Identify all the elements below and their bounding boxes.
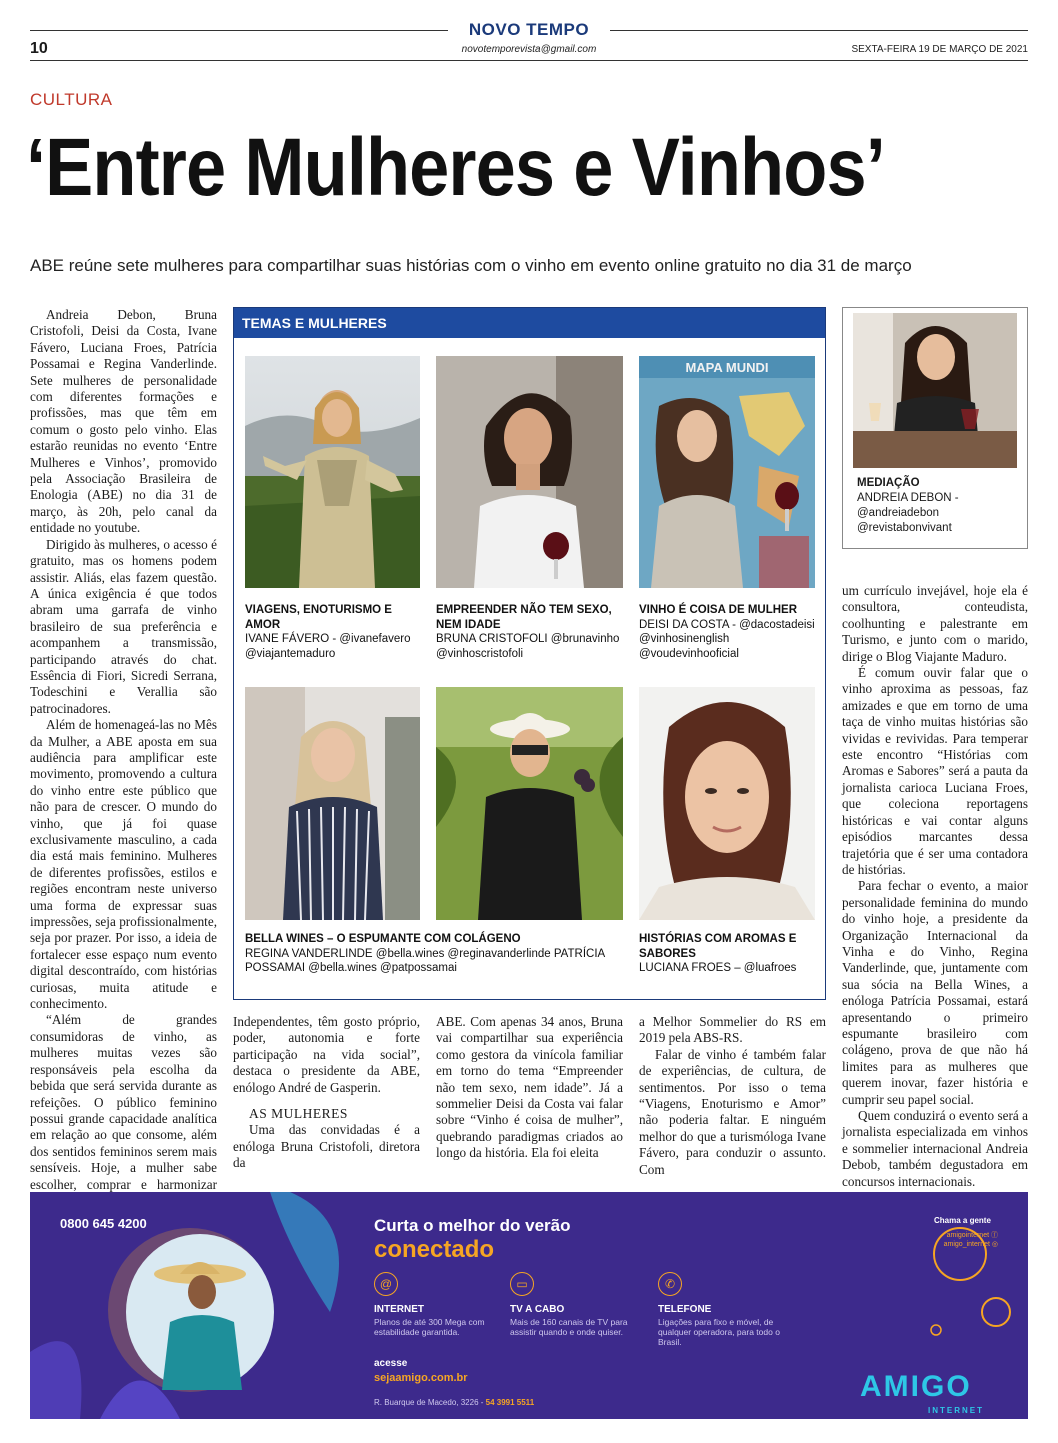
paragraph: um currículo invejável, hoje ela é consultora, conteudista, coolhunting e palestrante em Turismo, e junto com o marido, dirige o Blog Viajante Maduro.: [842, 583, 1028, 664]
map-label: MAPA MUNDI: [685, 360, 769, 375]
tv-icon: ▭: [510, 1272, 534, 1296]
topic-people: REGINA VANDERLINDE @bella.wines @reginavanderlinde PATRÍCIA POSSAMAI @bella.wines @patpossamai: [245, 947, 605, 974]
article-column-1: [30, 307, 217, 1209]
topic-title: HISTÓRIAS COM AROMAS E SABORES: [639, 933, 797, 960]
paragraph: Quem conduzirá o evento será a jornalista especializada em vinhos e sommelier internacional Andreia Debob, também degustadora em concursos internacionais.: [842, 1108, 1028, 1189]
publication-email[interactable]: novotemporevista@gmail.com: [461, 44, 597, 55]
photo-patricia-possamai: [436, 687, 623, 920]
paragraph: Uma das convidadas é a enóloga Bruna Cristofoli, diretora da: [233, 1122, 420, 1171]
paragraph: ABE. Com apenas 34 anos, Bruna vai compartilhar sua experiência como gestora da vinícola familiar em torno do tema “Empreender não tem sexo, nem idade”. Já a sommelier Deisi da Costa vai falar sobre “Vinho é coisa de mulher”, quebrando paradigmas criados ao longo da história. Ela foi eleita: [436, 1014, 623, 1161]
photo-ivane-favero: [245, 356, 420, 588]
topic-people: IVANE FÁVERO - @ivanefavero @viajantemaduro: [245, 633, 411, 660]
article-column-3: [436, 1014, 623, 1162]
topic-caption: [436, 603, 626, 661]
publication-date: SEXTA-FEIRA 19 DE MARÇO DE 2021: [851, 44, 1028, 55]
amigo-logo-sub: INTERNET: [928, 1406, 984, 1415]
ad-access-label: acesse: [374, 1358, 408, 1369]
topic-title: VIAGENS, ENOTURISMO E AMOR: [245, 604, 392, 631]
photo-luciana-froes: [639, 687, 815, 920]
section-label: CULTURA: [30, 90, 113, 109]
topic-caption: [639, 932, 819, 976]
photo-deisi-da-costa: [639, 356, 815, 588]
subsection-heading: AS MULHERES: [249, 1106, 348, 1122]
publication-name: NOVO TEMPO: [468, 20, 590, 39]
phone-icon: ✆: [658, 1272, 682, 1296]
mediation-title: MEDIAÇÃO: [857, 477, 920, 489]
photo-bruna-cristofoli: [436, 356, 623, 588]
ad-tagline: Curta o melhor do verão: [374, 1216, 571, 1235]
topic-title: VINHO É COISA DE MULHER: [639, 604, 798, 616]
paragraph: Dirigido às mulheres, o acesso é gratuito, mas os homens podem assistir. Aliás, elas fazem questão. A única exigência é que todos abram uma garrafa de vinho brasileiro de sua preferência e acompanhem a transmissão, participando através do chat. Essência di Fiori, Sicredi Serrana, Todeschini e Verallia são patrocinadores.: [30, 536, 217, 716]
ad-address: R. Buarque de Macedo, 3226 - 54 3991 5511: [374, 1398, 535, 1407]
paragraph: “Além de grandes consumidoras de vinho, as mulheres muitas vezes são responsáveis pela escolha da bebida que será servida durante as refeições. O público feminino possui grande capacidade analítica em relação ao que consome, além dos sentidos femininos serem mais sensíveis. Hoje, a mulher sabe escolher, comprar e harmonizar: [30, 1012, 217, 1192]
ad-website-link[interactable]: sejaamigo.com.br: [374, 1372, 468, 1384]
topic-title: EMPREENDER NÃO TEM SEXO, NEM IDADE: [436, 604, 612, 631]
paragraph: a Melhor Sommelier do RS em 2019 pela ABS-RS.: [639, 1014, 826, 1046]
photo-andreia-debon: [853, 313, 1017, 468]
article-column-5: [842, 583, 1028, 1190]
headline: ‘Entre Mulheres e Vinhos’: [26, 122, 885, 213]
ad-social-facebook[interactable]: amigointernet ⓕ: [946, 1232, 998, 1239]
topic-people: BRUNA CRISTOFOLI @brunavinho @vinhoscristofoli: [436, 633, 620, 660]
article-column-2: [233, 1014, 420, 1172]
mediation-line: ANDREIA DEBON -: [857, 492, 959, 504]
topic-title: BELLA WINES – O ESPUMANTE COM COLÁGENO: [245, 933, 521, 945]
paragraph: Para fechar o evento, a maior personalidade feminina do mundo do vinho hoje, a presidente da Organização Internacional da Vinha e do Vinho, Regina Vanderlinde, que, juntamente com sua sócia na Bella Wines, a enóloga Patrícia Possamai, estará apresentando o primeiro espumante brasileiro com colágeno, prova de que não há limites para as mulheres que querem inovar, fazer história e cumprir seu papel social.: [842, 878, 1028, 1107]
topics-title: TEMAS E MULHERES: [234, 308, 825, 338]
topic-caption: [639, 603, 819, 661]
ad-chama: Chama a gente: [934, 1216, 991, 1225]
ad-tagline-accent: conectado: [374, 1236, 495, 1263]
paragraph: Além de homenageá-las no Mês da Mulher, a ABE aposta em sua audiência para amplificar este movimento, promovendo a cultura do vinho entre este público que não para de crescer. O mundo do vinho, que já foi quase exclusivamente masculino, a cada dia está mais feminino. Mulheres de diferentes profissões, estilos e regiões encontram neste universo uma forma de expressar suas impressões, seja profissionalmente, seja por prazer. Por isso, a ideia de fortalecer esse espaço num evento digital descontraído, com histórias curiosas, muita atitude e conhecimento.: [30, 717, 217, 1012]
header-rule-bottom: [30, 60, 1028, 61]
mediation-line: @revistabonvivant: [857, 522, 952, 534]
ad-service-phone: ✆ TELEFONE Ligações para fixo e móvel, de qualquer operadora, para todo o Brasil.: [658, 1272, 798, 1347]
topic-caption: [245, 603, 425, 661]
ad-social-instagram[interactable]: amigo_internet ◎: [943, 1241, 998, 1248]
paragraph: Independentes, têm gosto próprio, poder, autonomia e forte participação na vida social”, destaca o presidente da ABE, enólogo André de Gasperin.: [233, 1014, 420, 1095]
paragraph: Falar de vinho é também falar de experiências, de cultura, de sentimentos. Por isso o tema “Viagens, Enoturismo e Amor” não poderia faltar. E ninguém melhor do que a turismóloga Ivane Fávero, para conduzir o assunto. Com: [639, 1046, 826, 1177]
topics-box: [233, 307, 826, 1000]
ad-service-tv: ▭ TV A CABO Mais de 160 canais de TV para assistir quando e onde quiser.: [510, 1272, 650, 1337]
at-icon: @: [374, 1272, 398, 1296]
paragraph: Andreia Debon, Bruna Cristofoli, Deisi da Costa, Ivane Fávero, Luciana Froes, Patrícia Possamai e Regina Vanderlinde. Sete mulheres de personalidade com diferentes formações e profissões, mas que têm em comum o gosto pelo vinho. Elas estarão reunidas no evento ‘Entre Mulheres e Vinhos’, promovido pela Associação Brasileira de Enologia (ABE) no dia 31 de março, às 20h, pelo canal da entidade no youtube.: [30, 307, 217, 536]
mediation-box: [842, 307, 1028, 549]
paragraph: É comum ouvir falar que o vinho aproxima as pessoas, faz amizades e que em torno de uma taça de vinho muitas histórias são vividas e revividas. Para temperar este encontro “Histórias com Aromas e Sabores” será a pauta da jornalista carioca Luciana Froes, que coleciona reportagens históricas e vai contar alguns episódios marcantes dessa trajetória que é ser uma contadora de histórias.: [842, 665, 1028, 877]
advertisement-amigo-internet[interactable]: [30, 1192, 1028, 1419]
topic-people: DEISI DA COSTA - @dacostadeisi @vinhosinenglish @voudevinhooficial: [639, 618, 815, 660]
subheadline: ABE reúne sete mulheres para compartilhar suas histórias com o vinho em evento online gratuito no dia 31 de março: [30, 256, 912, 275]
masthead: [30, 18, 1028, 64]
topic-people: LUCIANA FROES – @luafroes: [639, 962, 797, 974]
amigo-logo: AMIGO: [860, 1370, 972, 1403]
photo-regina-vanderlinde: [245, 687, 420, 920]
ad-service-internet: @ INTERNET Planos de até 300 Mega com estabilidade garantida.: [374, 1272, 514, 1337]
mediation-line: @andreiadebon: [857, 507, 940, 519]
article-column-4: [639, 1014, 826, 1178]
topic-caption: [245, 932, 635, 976]
ad-phone[interactable]: 0800 645 4200: [60, 1216, 147, 1231]
page-number: 10: [30, 40, 48, 57]
